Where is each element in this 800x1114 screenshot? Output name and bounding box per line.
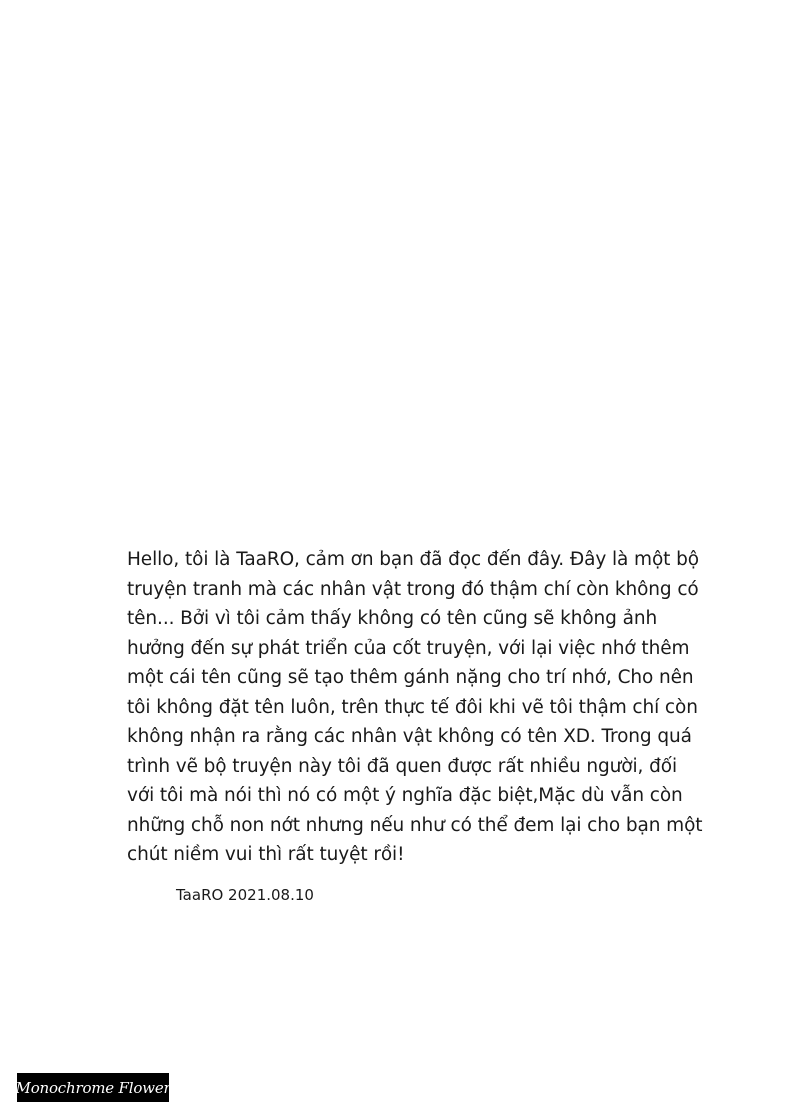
afterword-line-6: tôi không đặt tên luôn, trên thực tế đôi khi vẽ tôi thậm chí còn: [127, 696, 698, 718]
afterword-line-8: trình vẽ bộ truyện này tôi đã quen được rất nhiều người, đối: [127, 755, 678, 777]
afterword-text: [127, 545, 703, 870]
afterword-line-4: hưởng đến sự phát triển của cốt truyện, với lại việc nhớ thêm: [127, 637, 690, 659]
afterword-line-5: một cái tên cũng sẽ tạo thêm gánh nặng cho trí nhớ, Cho nên: [127, 667, 694, 688]
author-signature: TaaRO 2021.08.10: [176, 886, 314, 904]
afterword-line-7: không nhận ra rằng các nhân vật không có tên XD. Trong quá: [127, 726, 692, 747]
afterword-line-2: truyện tranh mà các nhân vật trong đó thậm chí còn không có: [127, 578, 699, 600]
afterword-line-11: chút niềm vui thì rất tuyệt rồi!: [127, 844, 405, 865]
afterword-line-9: với tôi mà nói thì nó có một ý nghĩa đặc biệt,Mặc dù vẫn còn: [127, 785, 683, 806]
afterword-line-3: tên... Bởi vì tôi cảm thấy không có tên cũng sẽ không ảnh: [127, 608, 658, 629]
scanlation-watermark: [17, 1073, 169, 1102]
watermark-label: Monochrome Flower: [15, 1078, 171, 1097]
afterword-line-1: Hello, tôi là TaaRO, cảm ơn bạn đã đọc đến đây. Đây là một bộ: [127, 549, 699, 570]
afterword-line-10: những chỗ non nớt nhưng nếu như có thể đem lại cho bạn một: [127, 814, 703, 836]
